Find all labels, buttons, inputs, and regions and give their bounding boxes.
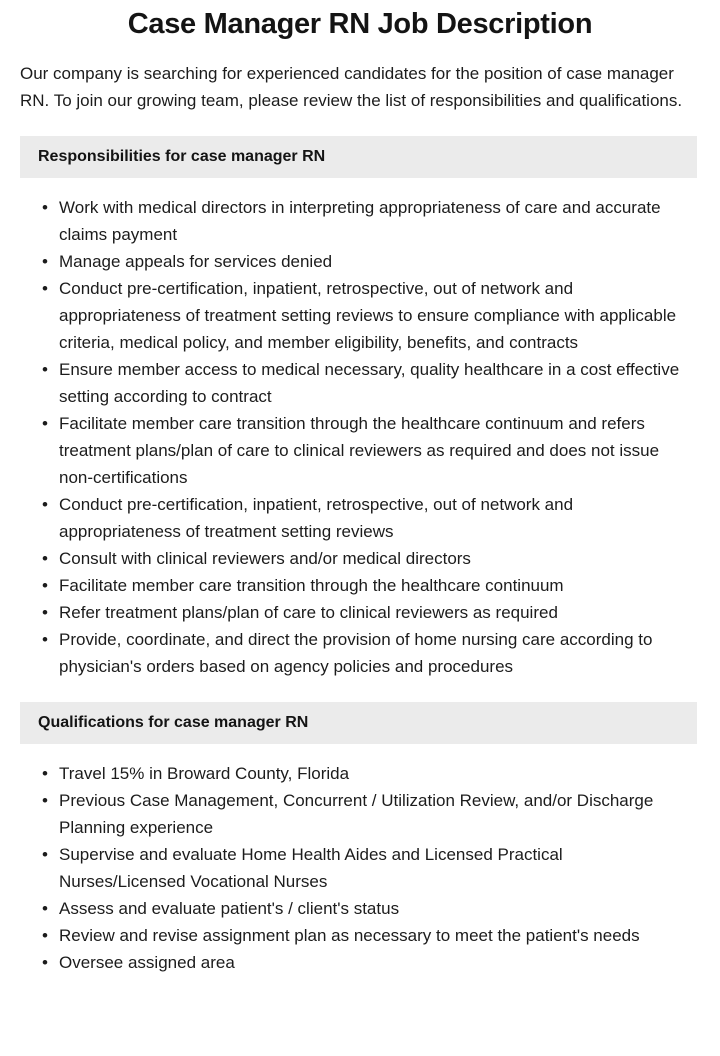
list-item: [0, 760, 686, 787]
list-item-text: Facilitate member care transition through the healthcare continuum: [59, 576, 564, 595]
list-item-text: Conduct pre-certification, inpatient, retrospective, out of network and appropriateness of treatment setting reviews: [59, 495, 574, 541]
bullet-icon: •: [42, 198, 48, 217]
list-item: [0, 572, 686, 599]
bullet-icon: •: [42, 926, 48, 945]
responsibilities-list: [0, 194, 720, 680]
list-item-text: Provide, coordinate, and direct the provision of home nursing care according to physician's orders based on agency policies and procedures: [59, 630, 653, 676]
page-title: Case Manager RN Job Description: [127, 8, 593, 40]
bullet-icon: •: [42, 899, 48, 918]
bullet-icon: •: [42, 549, 48, 568]
spacer-below-qualifications-heading: [0, 744, 720, 760]
list-item-text: Oversee assigned area: [59, 953, 235, 972]
bullet-icon: •: [42, 764, 48, 783]
list-item: [0, 410, 686, 491]
spacer-below-responsibilities-heading: [0, 178, 720, 194]
bullet-icon: •: [42, 279, 48, 298]
list-item-text: Travel 15% in Broward County, Florida: [59, 764, 350, 783]
list-item: [0, 895, 686, 922]
list-item: [0, 275, 686, 356]
bullet-icon: •: [42, 630, 48, 649]
list-item: [0, 922, 686, 949]
list-item: [0, 194, 686, 248]
list-item: [0, 599, 686, 626]
list-item-text: Review and revise assignment plan as necessary to meet the patient's needs: [59, 926, 640, 945]
bullet-icon: •: [42, 953, 48, 972]
spacer-above-responsibilities: [0, 114, 720, 136]
list-item-text: Refer treatment plans/plan of care to clinical reviewers as required: [59, 603, 558, 622]
list-item-text: Ensure member access to medical necessary, quality healthcare in a cost effective setting according to contract: [59, 360, 680, 406]
list-item: [0, 248, 686, 275]
qualifications-list: [0, 760, 720, 976]
section-heading-responsibilities: Responsibilities for case manager RN: [20, 136, 697, 178]
section-heading-qualifications: Qualifications for case manager RN: [20, 702, 697, 744]
spacer-above-qualifications: [0, 680, 720, 702]
bullet-icon: •: [42, 603, 48, 622]
bullet-icon: •: [42, 252, 48, 271]
intro-paragraph: Our company is searching for experienced candidates for the position of case manager RN. To join our growing team, please review the list of responsibilities and qualifications.: [20, 64, 683, 110]
list-item: [0, 491, 686, 545]
list-item-text: Supervise and evaluate Home Health Aides and Licensed Practical Nurses/Licensed Vocational Nurses: [59, 845, 563, 891]
list-item: [0, 545, 686, 572]
bullet-icon: •: [42, 845, 48, 864]
list-item: [0, 356, 686, 410]
bullet-icon: •: [42, 791, 48, 810]
list-item-text: Previous Case Management, Concurrent / Utilization Review, and/or Discharge Planning experience: [59, 791, 654, 837]
bullet-icon: •: [42, 576, 48, 595]
list-item-text: Assess and evaluate patient's / client's status: [59, 899, 400, 918]
bullet-icon: •: [42, 495, 48, 514]
list-item-text: Facilitate member care transition through the healthcare continuum and refers treatment plans/plan of care to clinical reviewers as required and does not issue non-certifications: [59, 414, 660, 487]
list-item: [0, 626, 686, 680]
list-item-text: Consult with clinical reviewers and/or medical directors: [59, 549, 471, 568]
list-item-text: Conduct pre-certification, inpatient, retrospective, out of network and appropriateness of treatment setting reviews to ensure compliance with applicable criteria, medical policy, and member eligibility, benefits, and contracts: [59, 279, 677, 352]
bullet-icon: •: [42, 414, 48, 433]
list-item: [0, 787, 686, 841]
list-item-text: Work with medical directors in interpreting appropriateness of care and accurate claims payment: [59, 198, 661, 244]
list-item: [0, 949, 686, 976]
list-item: [0, 841, 686, 895]
bullet-icon: •: [42, 360, 48, 379]
list-item-text: Manage appeals for services denied: [59, 252, 333, 271]
